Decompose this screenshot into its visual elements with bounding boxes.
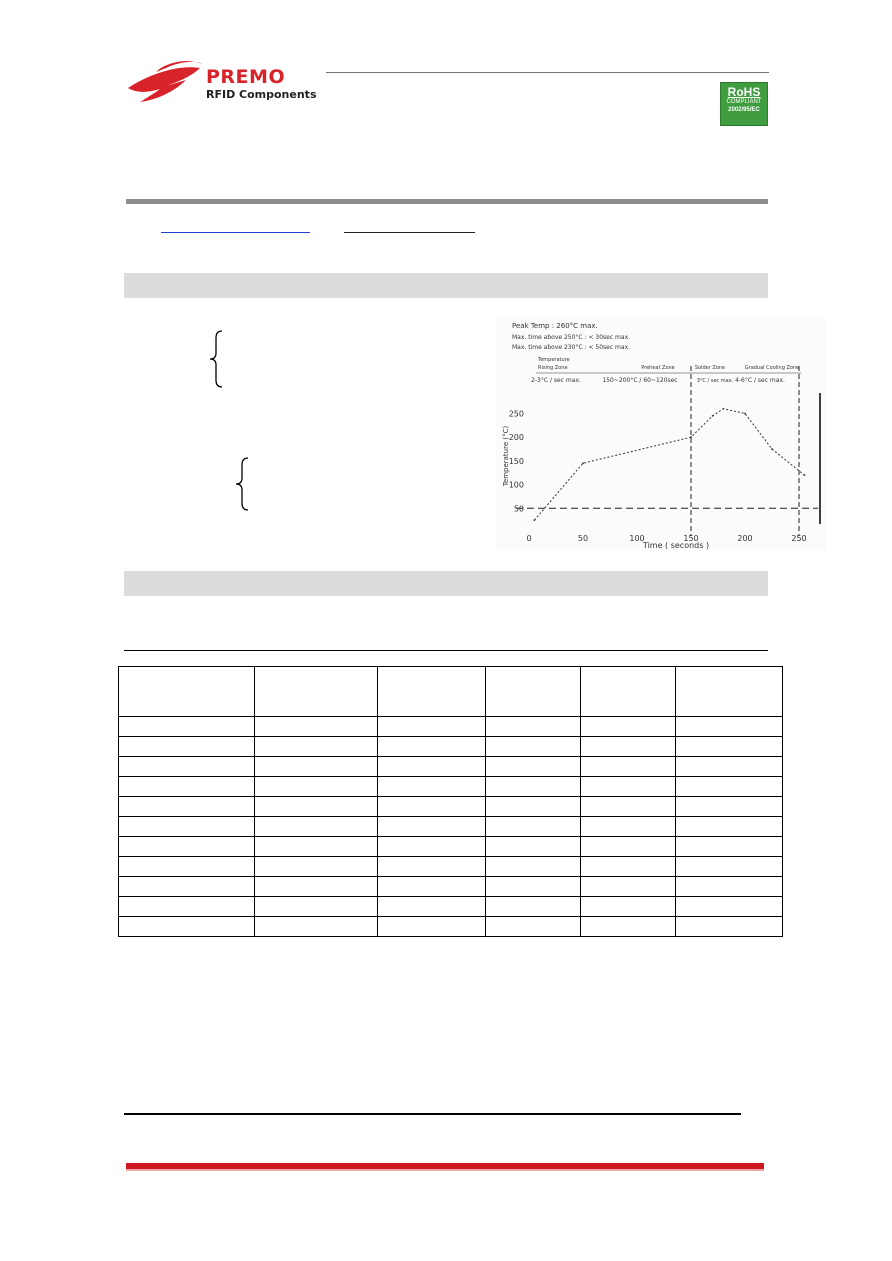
- section-divider: [124, 650, 768, 651]
- specification-table: [118, 666, 783, 937]
- table-row: [119, 777, 783, 797]
- table-cell: [676, 717, 783, 737]
- table-cell: [255, 877, 378, 897]
- table-cell: [676, 797, 783, 817]
- chart-x-tick-label: 250: [791, 534, 807, 543]
- table-row: [119, 737, 783, 757]
- table-cell: [486, 717, 581, 737]
- chart-data-point: [534, 519, 536, 521]
- table-cell: [486, 897, 581, 917]
- chart-x-axis-label: Time ( seconds ): [642, 541, 710, 550]
- table-cell: [378, 737, 486, 757]
- chart-x-tick-label: 100: [629, 534, 645, 543]
- table-cell: [255, 757, 378, 777]
- table-cell: [378, 797, 486, 817]
- table-row: [119, 857, 783, 877]
- table-cell: [581, 717, 676, 737]
- chart-annotation: Rising Zone: [538, 365, 568, 371]
- table-cell: [255, 817, 378, 837]
- chart-y-tick-label: 200: [508, 433, 524, 443]
- chart-annotation: Solder Zone: [694, 365, 726, 371]
- chart-data-point: [771, 448, 773, 450]
- rohs-compliant: COMPLIANT: [726, 99, 762, 105]
- table-cell: [119, 817, 255, 837]
- table-cell: [676, 757, 783, 777]
- table-cell: [255, 777, 378, 797]
- table-row: [119, 897, 783, 917]
- table-cell: [378, 777, 486, 797]
- table-header-cell: [255, 667, 378, 717]
- title-divider: [126, 199, 768, 204]
- rohs-directive: 2002/95/EC: [728, 107, 760, 113]
- table-cell: [581, 797, 676, 817]
- reflow-profile-chart: [496, 318, 826, 550]
- chart-annotation: Preheat Zone: [641, 365, 675, 371]
- section-header-soldering: [124, 273, 768, 298]
- table-cell: [486, 757, 581, 777]
- table-cell: [676, 777, 783, 797]
- table-cell: [119, 837, 255, 857]
- chart-annotation: Max. time above 250°C : < 30sec max.: [512, 334, 631, 341]
- table-cell: [581, 817, 676, 837]
- chart-annotation: 4-6°C / sec max.: [735, 377, 785, 384]
- table-cell: [378, 717, 486, 737]
- table-cell: [378, 897, 486, 917]
- hyperlink-underline[interactable]: [161, 232, 310, 233]
- table-header-cell: [378, 667, 486, 717]
- chart-annotation: Gradual Cooling Zone: [744, 365, 800, 371]
- table-row: [119, 837, 783, 857]
- chart-annotation: Max. time above 230°C : < 50sec max.: [512, 344, 631, 351]
- table-cell: [255, 717, 378, 737]
- rohs-badge: [720, 82, 768, 126]
- table-cell: [581, 737, 676, 757]
- brand-subtitle: RFID Components: [206, 88, 317, 101]
- table-cell: [119, 717, 255, 737]
- chart-x-tick-label: 50: [577, 534, 589, 543]
- table-header-cell: [676, 667, 783, 717]
- chart-data-point: [723, 408, 725, 410]
- chart-data-point: [582, 462, 584, 464]
- table-cell: [378, 817, 486, 837]
- chart-annotation: 150~200°C / 60~120sec: [602, 377, 678, 384]
- table-cell: [119, 917, 255, 937]
- table-cell: [255, 797, 378, 817]
- chart-y-tick-label: 250: [508, 409, 524, 419]
- table-header-row: [119, 667, 783, 717]
- table-cell: [378, 877, 486, 897]
- table-cell: [676, 877, 783, 897]
- table-cell: [255, 837, 378, 857]
- chart-x-tick-label: 0: [526, 534, 532, 543]
- table-header-cell: [119, 667, 255, 717]
- chart-y-tick-label: 100: [508, 480, 524, 490]
- table-cell: [119, 777, 255, 797]
- section-header-specifications: [124, 571, 768, 596]
- table-row: [119, 817, 783, 837]
- chart-y-axis-label: Temperature (°C): [502, 425, 510, 487]
- table-cell: [581, 777, 676, 797]
- table-cell: [119, 857, 255, 877]
- table-cell: [676, 857, 783, 877]
- table-cell: [676, 897, 783, 917]
- table-cell: [119, 877, 255, 897]
- table-cell: [486, 817, 581, 837]
- footer-red-band-shadow: [126, 1169, 764, 1171]
- chart-annotation: 2-3°C / sec max.: [531, 377, 581, 384]
- table-cell: [486, 777, 581, 797]
- chart-data-point: [690, 436, 692, 438]
- chart-data-point: [744, 413, 746, 415]
- table-cell: [676, 837, 783, 857]
- table-header-cell: [581, 667, 676, 717]
- table-cell: [486, 917, 581, 937]
- chart-annotation: Temperature: [538, 357, 570, 363]
- table-row: [119, 877, 783, 897]
- table-cell: [119, 757, 255, 777]
- table-cell: [378, 857, 486, 877]
- table-cell: [581, 857, 676, 877]
- table-cell: [676, 817, 783, 837]
- table-row: [119, 797, 783, 817]
- left-brace-bottom: [234, 457, 252, 511]
- chart-x-tick-label: 150: [683, 534, 699, 543]
- table-cell: [255, 737, 378, 757]
- table-header-cell: [486, 667, 581, 717]
- table-cell: [378, 837, 486, 857]
- table-cell: [378, 917, 486, 937]
- table-cell: [581, 837, 676, 857]
- table-cell: [255, 857, 378, 877]
- rohs-title: RoHS: [727, 85, 761, 99]
- table-cell: [486, 857, 581, 877]
- chart-y-tick-label: 150: [508, 456, 524, 466]
- table-cell: [581, 897, 676, 917]
- chart-annotation: 3°C / sec max.: [696, 378, 734, 384]
- table-cell: [119, 737, 255, 757]
- table-row: [119, 917, 783, 937]
- table-cell: [486, 877, 581, 897]
- chart-annotation: Peak Temp : 260°C max.: [512, 322, 598, 330]
- table-row: [119, 757, 783, 777]
- left-brace-top: [208, 330, 226, 388]
- table-cell: [581, 917, 676, 937]
- table-cell: [255, 897, 378, 917]
- table-cell: [581, 757, 676, 777]
- chart-data-point: [804, 474, 806, 476]
- footer-rule: [124, 1113, 741, 1115]
- chart-data-point: [712, 415, 714, 417]
- table-cell: [676, 917, 783, 937]
- table-cell: [255, 917, 378, 937]
- table-cell: [119, 797, 255, 817]
- chart-y-tick-label: 50: [513, 504, 524, 514]
- table-cell: [486, 797, 581, 817]
- table-cell: [676, 737, 783, 757]
- header-rule: [326, 72, 769, 73]
- table-cell: [119, 897, 255, 917]
- table-cell: [581, 877, 676, 897]
- table-cell: [486, 837, 581, 857]
- table-cell: [378, 757, 486, 777]
- chart-x-tick-label: 200: [737, 534, 753, 543]
- secondary-link-underline[interactable]: [344, 232, 475, 233]
- brand-name: PREMO: [206, 66, 286, 88]
- table-cell: [486, 737, 581, 757]
- table-row: [119, 717, 783, 737]
